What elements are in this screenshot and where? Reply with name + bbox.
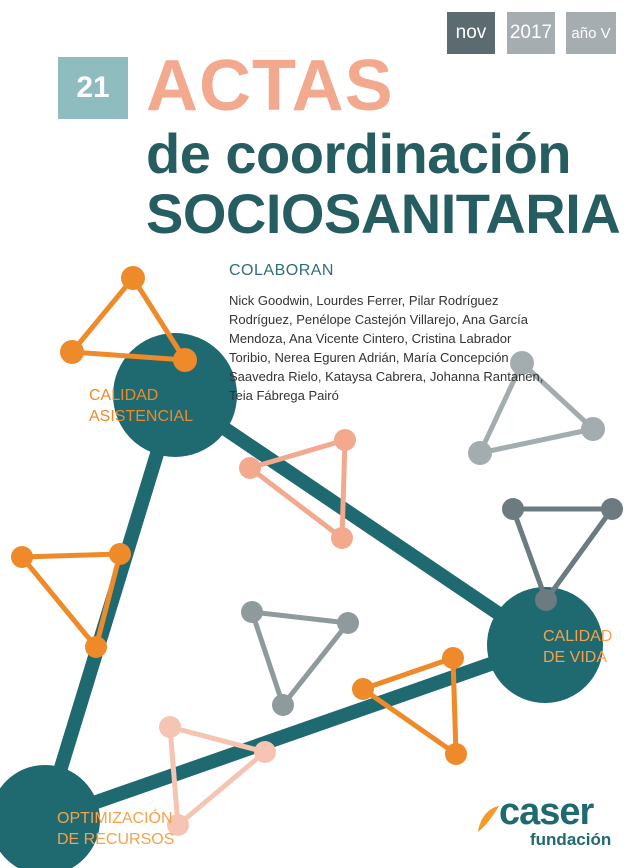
collaborators-names: Nick Goodwin, Lourdes Ferrer, Pilar Rodríguez Rodríguez, Penélope Castejón Villarejo, Ana García Mendoza, Ana Vicente Cintero, Cristina Labrador Toribio, Nerea Eguren Adrián, María Concepción Saavedra Rielo, Kataysa Cabrera, Johanna Rantanen, Teia Fábrega Pairó [229,293,544,403]
logo-name: caser [499,791,594,833]
label-line: DE VIDA [543,649,608,666]
leaf-icon [476,804,500,834]
title-line-3: SOCIOSANITARIA [146,182,621,245]
year-tag: 2017 [507,12,555,54]
collaborators-heading: COLABORAN [229,262,334,279]
volume-tag: año V [566,12,616,54]
label-calidad-asistencial [89,385,193,427]
title-line-1: ACTAS [146,46,394,126]
label-optimizacion [57,808,174,850]
issue-number: 21 [58,57,128,119]
caser-logo [476,792,616,858]
label-line: DE RECURSOS [57,831,175,848]
label-line: CALIDAD [89,387,159,404]
title-line-2: de coordinación [146,122,571,185]
logo-subtitle: fundación [530,830,612,849]
small-triangle-grey-center [241,601,359,716]
small-triangle-orange-top [60,266,197,372]
month-tag: nov [447,12,495,54]
label-line: OPTIMIZACIÓN [57,810,173,827]
label-calidad-de-vida [543,626,612,668]
label-line: CALIDAD [543,628,613,645]
label-line: ASISTENCIAL [89,408,194,425]
